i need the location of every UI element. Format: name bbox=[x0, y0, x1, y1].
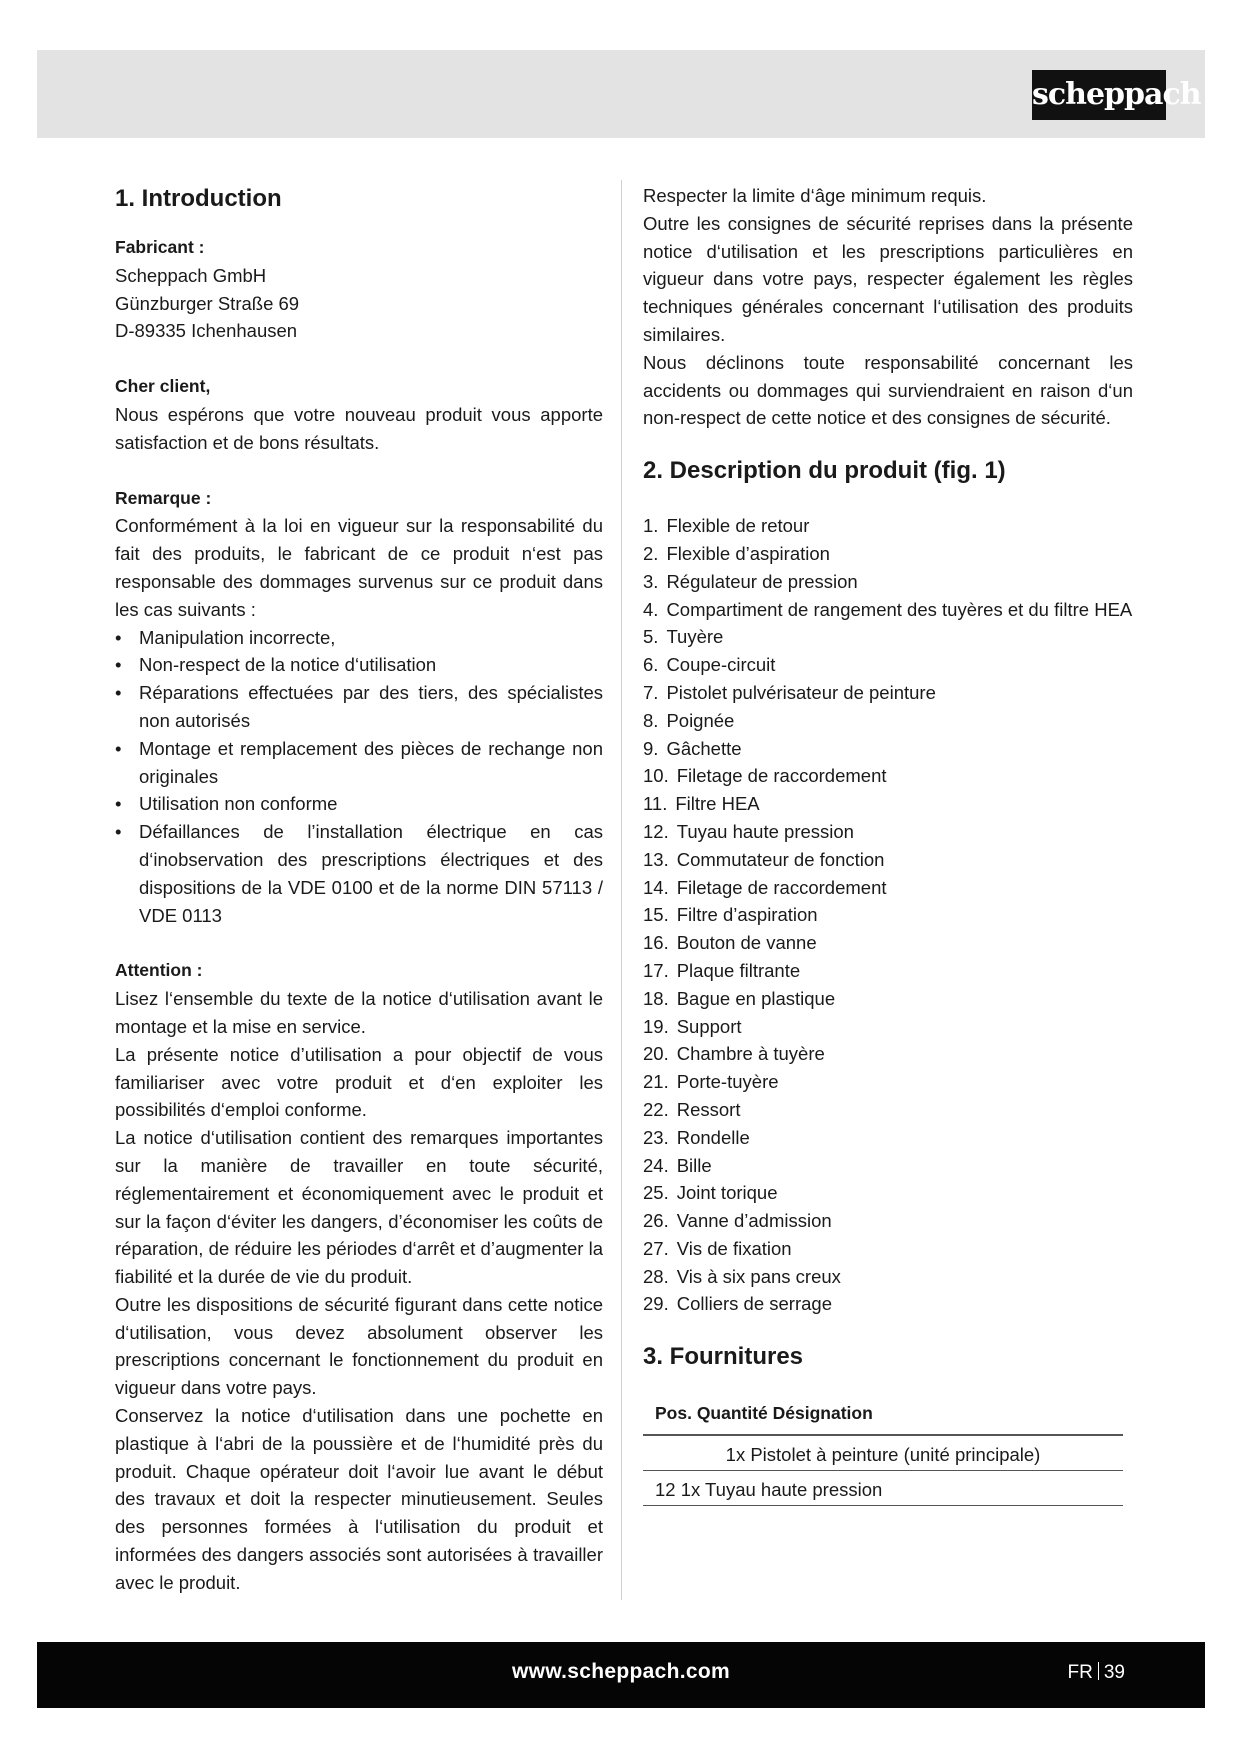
part-name: Porte-tuyère bbox=[676, 1071, 779, 1093]
part-name: Vanne d’admission bbox=[676, 1210, 832, 1232]
part-item bbox=[643, 623, 1133, 651]
right-column bbox=[643, 182, 1133, 1506]
safety-paragraph: Outre les consignes de sécurité reprises dans la présente notice d‘utilisation et les prescriptions particulières en vigueur dans votre pays, respecter également les règles techniques générales concernant l‘utilisation des produits similaires. bbox=[643, 212, 1133, 345]
part-number: 10. bbox=[643, 765, 669, 787]
part-name: Chambre à tuyère bbox=[676, 1043, 825, 1065]
part-number: 14. bbox=[643, 876, 669, 898]
part-name: Vis à six pans creux bbox=[676, 1265, 841, 1287]
part-number: 8. bbox=[643, 709, 659, 731]
part-item bbox=[643, 651, 1133, 679]
page-number bbox=[1068, 1662, 1125, 1684]
part-item bbox=[643, 874, 1133, 902]
part-item bbox=[643, 929, 1133, 957]
part-name: Support bbox=[676, 1015, 742, 1037]
list-item: • Utilisation non conforme bbox=[115, 790, 603, 818]
part-item bbox=[643, 568, 1133, 596]
safety-paragraph: Nous déclinons toute responsabilité concernant les accidents ou dommages qui surviendraient en raison d‘un non-respect de cette notice et des consignes de sécurité. bbox=[643, 351, 1133, 429]
attention-paragraph: Outre les dispositions de sécurité figurant dans cette notice d‘utilisation, vous devez absolument observer les prescriptions concernant le fonctionnement du produit en vigueur dans votre pays. bbox=[115, 1293, 603, 1399]
part-item bbox=[643, 1179, 1133, 1207]
part-item bbox=[643, 512, 1133, 540]
parts-list bbox=[643, 512, 1133, 1318]
language-code: FR bbox=[1067, 1662, 1093, 1683]
part-name: Filetage de raccordement bbox=[676, 876, 887, 898]
part-number: 11. bbox=[643, 793, 668, 815]
fabricant-line: D-89335 Ichenhausen bbox=[115, 320, 298, 342]
part-number: 29. bbox=[643, 1293, 669, 1315]
attention-paragraph: Conservez la notice d‘utilisation dans une pochette en plastique à l‘abri de la poussière et de l‘humidité près du produit. Chaque opérateur doit l‘avoir lue avant le début des travaux et doit la respecter minutieusement. Seules des personnes formées à l‘utilisation du produit et informées des dangers associés sont autorisées à travailler avec le produit. bbox=[115, 1405, 603, 1593]
part-item bbox=[643, 1096, 1133, 1124]
part-item bbox=[643, 1040, 1133, 1068]
client-text: Nous espérons que votre nouveau produit vous apporte satisfaction et de bons résultats. bbox=[115, 403, 603, 453]
column-divider bbox=[621, 180, 622, 1600]
part-item bbox=[643, 540, 1133, 568]
part-item bbox=[643, 1013, 1133, 1041]
part-name: Vis de fixation bbox=[676, 1237, 792, 1259]
fabricant-address bbox=[115, 262, 603, 345]
part-number: 22. bbox=[643, 1098, 669, 1120]
part-name: Filtre HEA bbox=[675, 793, 760, 815]
table-row bbox=[643, 1435, 1123, 1471]
part-number: 7. bbox=[643, 681, 659, 703]
part-name: Commutateur de fonction bbox=[676, 848, 885, 870]
part-item bbox=[643, 901, 1133, 929]
remarque-label: Remarque : bbox=[115, 487, 212, 508]
remarque-list bbox=[115, 624, 603, 930]
part-name: Poignée bbox=[666, 709, 735, 731]
part-number: 18. bbox=[643, 987, 669, 1009]
supply-table bbox=[643, 1394, 1123, 1506]
part-number: 9. bbox=[643, 737, 659, 759]
part-name: Rondelle bbox=[676, 1126, 750, 1148]
part-name: Bague en plastique bbox=[676, 987, 836, 1009]
client-label: Cher client, bbox=[115, 376, 211, 397]
part-name: Régulateur de pression bbox=[666, 570, 858, 592]
list-item: • Réparations effectuées par des tiers, des spécialistes non autorisés bbox=[115, 679, 603, 735]
list-item: • Non-respect de la notice d‘utilisation bbox=[115, 651, 603, 679]
attention-paragraph: Lisez l‘ensemble du texte de la notice d‘utilisation avant le montage et la mise en service. bbox=[115, 988, 603, 1037]
safety-paragraph: Respecter la limite d‘âge minimum requis. bbox=[643, 185, 987, 206]
part-number: 4. bbox=[643, 598, 659, 620]
part-name: Plaque filtrante bbox=[676, 959, 801, 981]
part-number: 6. bbox=[643, 654, 659, 676]
part-name: Joint torique bbox=[676, 1182, 778, 1204]
part-item bbox=[643, 1124, 1133, 1152]
part-number: 24. bbox=[643, 1154, 669, 1176]
part-item bbox=[643, 790, 1133, 818]
part-name: Bouton de vanne bbox=[676, 932, 817, 954]
part-item bbox=[643, 1235, 1133, 1263]
page-num: 39 bbox=[1103, 1662, 1125, 1683]
table-cell: 12 1x Tuyau haute pression bbox=[643, 1471, 1123, 1506]
part-item bbox=[643, 818, 1133, 846]
part-number: 17. bbox=[643, 959, 669, 981]
part-item bbox=[643, 1207, 1133, 1235]
footer-url[interactable]: www.scheppach.com bbox=[512, 1660, 730, 1683]
intro-heading: 1. Introduction bbox=[115, 185, 282, 212]
part-name: Bille bbox=[676, 1154, 712, 1176]
fabricant-label: Fabricant : bbox=[115, 237, 205, 257]
part-name: Tuyère bbox=[666, 626, 724, 648]
part-number: 26. bbox=[643, 1210, 669, 1232]
part-name: Filetage de raccordement bbox=[676, 765, 887, 787]
scheppach-logo: scheppach bbox=[1032, 70, 1166, 120]
table-row bbox=[643, 1471, 1123, 1506]
part-number: 13. bbox=[643, 848, 669, 870]
description-heading: 2. Description du produit (fig. 1) bbox=[643, 457, 1006, 485]
table-cell: 1x Pistolet à peinture (unité principale) bbox=[643, 1435, 1123, 1471]
part-number: 25. bbox=[643, 1182, 669, 1204]
fabricant-line: Günzburger Straße 69 bbox=[115, 292, 300, 314]
part-name: Coupe-circuit bbox=[666, 654, 776, 676]
footer-bar bbox=[37, 1642, 1205, 1708]
part-name: Ressort bbox=[676, 1098, 741, 1120]
part-number: 27. bbox=[643, 1237, 669, 1259]
part-number: 20. bbox=[643, 1043, 669, 1065]
part-item bbox=[643, 985, 1133, 1013]
attention-paragraph: La notice d‘utilisation contient des remarques importantes sur la manière de travailler en toute sécurité, réglementairement et économiquement avec le produit et sur la façon d‘éviter les dangers, d’économiser les coûts de réparation, de réduire les périodes d‘arrêt et d’augmenter la fiabilité et la durée de vie du produit. bbox=[115, 1127, 603, 1288]
part-item bbox=[643, 1290, 1133, 1318]
part-number: 19. bbox=[643, 1015, 669, 1037]
part-item bbox=[643, 1152, 1133, 1180]
part-item bbox=[643, 679, 1133, 707]
part-number: 1. bbox=[643, 515, 659, 537]
part-item bbox=[643, 735, 1133, 763]
part-name: Flexible de retour bbox=[666, 515, 810, 537]
fabricant-line: Scheppach GmbH bbox=[115, 264, 267, 286]
part-item bbox=[643, 1263, 1133, 1291]
remarque-text: Conformément à la loi en vigueur sur la responsabilité du fait des produits, le fabricant de ce produit n‘est pas responsable des dommages survenus sur ce produit dans les cas suivants : bbox=[115, 515, 603, 620]
part-item bbox=[643, 762, 1133, 790]
part-name: Compartiment de rangement des tuyères et du filtre HEA bbox=[666, 598, 1133, 620]
part-name: Tuyau haute pression bbox=[676, 820, 854, 842]
header-band bbox=[37, 50, 1205, 138]
part-number: 3. bbox=[643, 570, 659, 592]
part-number: 12. bbox=[643, 820, 669, 842]
part-item bbox=[643, 707, 1133, 735]
attention-paragraph: La présente notice d’utilisation a pour objectif de vous familiariser avec votre produit et d‘en exploiter les possibilités d‘emploi conforme. bbox=[115, 1043, 603, 1121]
part-number: 21. bbox=[643, 1071, 669, 1093]
part-name: Pistolet pulvérisateur de peinture bbox=[666, 681, 936, 703]
part-name: Filtre d’aspiration bbox=[676, 904, 818, 926]
part-name: Gâchette bbox=[666, 737, 742, 759]
part-number: 16. bbox=[643, 932, 669, 954]
supply-table-header: Pos. Quantité Désignation bbox=[643, 1394, 1123, 1435]
part-number: 5. bbox=[643, 626, 659, 648]
list-item: • Montage et remplacement des pièces de rechange non originales bbox=[115, 735, 603, 791]
part-number: 23. bbox=[643, 1126, 669, 1148]
left-column bbox=[115, 182, 603, 1597]
attention-label: Attention : bbox=[115, 960, 203, 981]
part-number: 15. bbox=[643, 904, 669, 926]
part-item bbox=[643, 1068, 1133, 1096]
list-item: • Manipulation incorrecte, bbox=[115, 624, 603, 652]
part-name: Colliers de serrage bbox=[676, 1293, 832, 1315]
part-number: 28. bbox=[643, 1265, 669, 1287]
part-name: Flexible d’aspiration bbox=[666, 542, 830, 564]
fournitures-heading: 3. Fournitures bbox=[643, 1343, 804, 1371]
part-item bbox=[643, 846, 1133, 874]
part-item bbox=[643, 957, 1133, 985]
part-item bbox=[643, 596, 1133, 624]
footer-separator bbox=[1098, 1662, 1099, 1680]
part-number: 2. bbox=[643, 542, 659, 564]
list-item: • Défaillances de l’installation électrique en cas d‘inobservation des prescriptions électriques et des dispositions de la VDE 0100 et de la norme DIN 57113 / VDE 0113 bbox=[115, 818, 603, 929]
